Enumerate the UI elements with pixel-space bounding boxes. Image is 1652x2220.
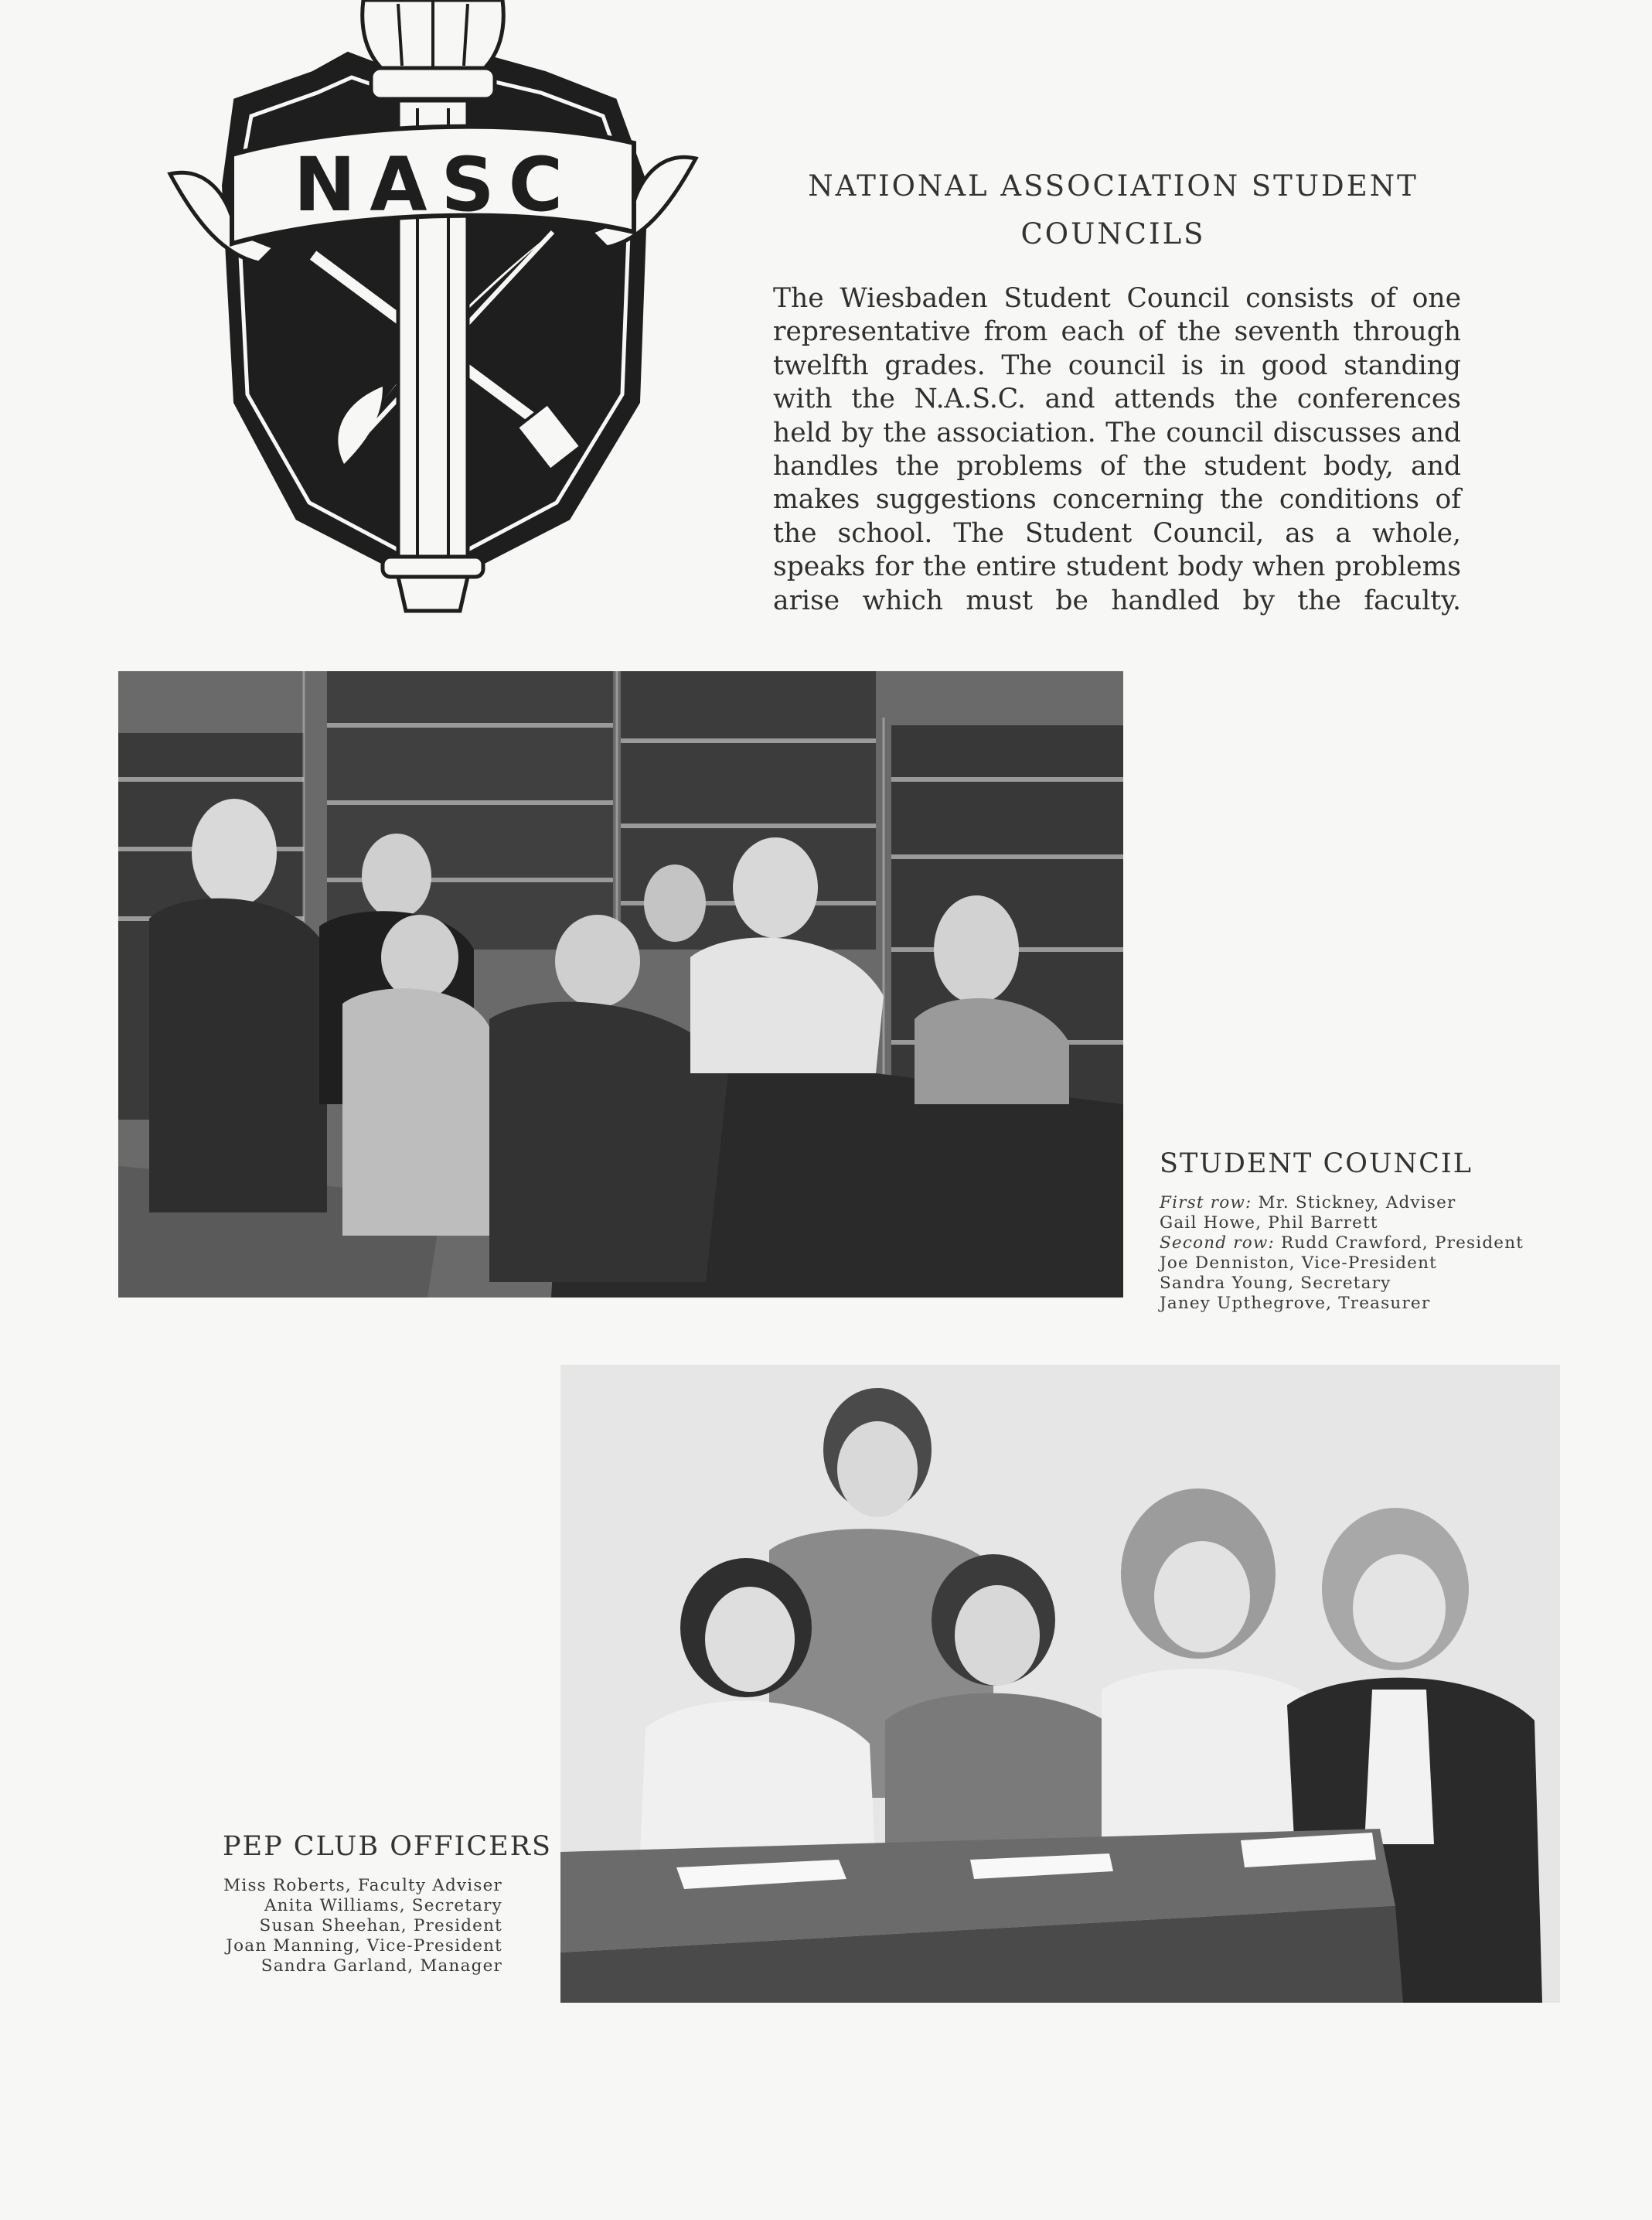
council-row1-label: First row: xyxy=(1160,1193,1252,1212)
article-body: The Wiesbaden Student Council consists of one representative from each of the seventh through twelfth grades. The council is in good standing with the N.A.S.C. and attends the conferences held by the association. The council discusses and handles the problems of the student body, and makes suggestions concerning the conditions of the school. The Student Council, as a whole, speaks for the entire student body when problems arise which must be handled by the faculty. xyxy=(773,283,1461,616)
council-row1-first: Mr. Stickney, Adviser xyxy=(1258,1193,1456,1212)
council-row2-first: Rudd Crawford, President xyxy=(1281,1233,1524,1253)
nasc-shield-icon xyxy=(151,0,715,619)
article-heading-line1: NATIONAL ASSOCIATION STUDENT xyxy=(808,169,1419,203)
student-council-photo xyxy=(118,671,1123,1298)
article-heading-line2: COUNCILS xyxy=(1020,217,1206,251)
emblem-banner-text: NASC xyxy=(293,142,577,228)
student-council-title: STUDENT COUNCIL xyxy=(1160,1148,1473,1179)
pep-member: Miss Roberts, Faculty Adviser xyxy=(223,1876,502,1895)
council-row1 xyxy=(1160,1193,1524,1213)
pep-member: Joan Manning, Vice-President xyxy=(226,1936,502,1956)
council-row2-cont1: Joe Denniston, Vice-President xyxy=(1160,1253,1437,1273)
library-meeting-image xyxy=(118,671,1123,1298)
pep-member: Susan Sheehan, President xyxy=(259,1916,502,1935)
pep-club-title: PEP CLUB OFFICERS xyxy=(223,1831,552,1862)
article-heading xyxy=(804,162,1422,258)
pep-member: Anita Williams, Secretary xyxy=(264,1896,502,1915)
pep-club-photo xyxy=(560,1365,1560,2003)
council-row2-cont2: Sandra Young, Secretary xyxy=(1160,1274,1391,1293)
council-row2-label: Second row: xyxy=(1160,1233,1275,1253)
nasc-emblem xyxy=(151,0,715,619)
council-row1-cont: Gail Howe, Phil Barrett xyxy=(1160,1213,1378,1233)
pep-member: Sandra Garland, Manager xyxy=(261,1956,502,1976)
council-row2-cont3: Janey Upthegrove, Treasurer xyxy=(1160,1294,1431,1313)
pep-club-group-image xyxy=(560,1365,1560,2003)
student-council-members xyxy=(1160,1193,1524,1314)
pep-club-members xyxy=(155,1876,502,1976)
council-row2 xyxy=(1160,1233,1524,1253)
